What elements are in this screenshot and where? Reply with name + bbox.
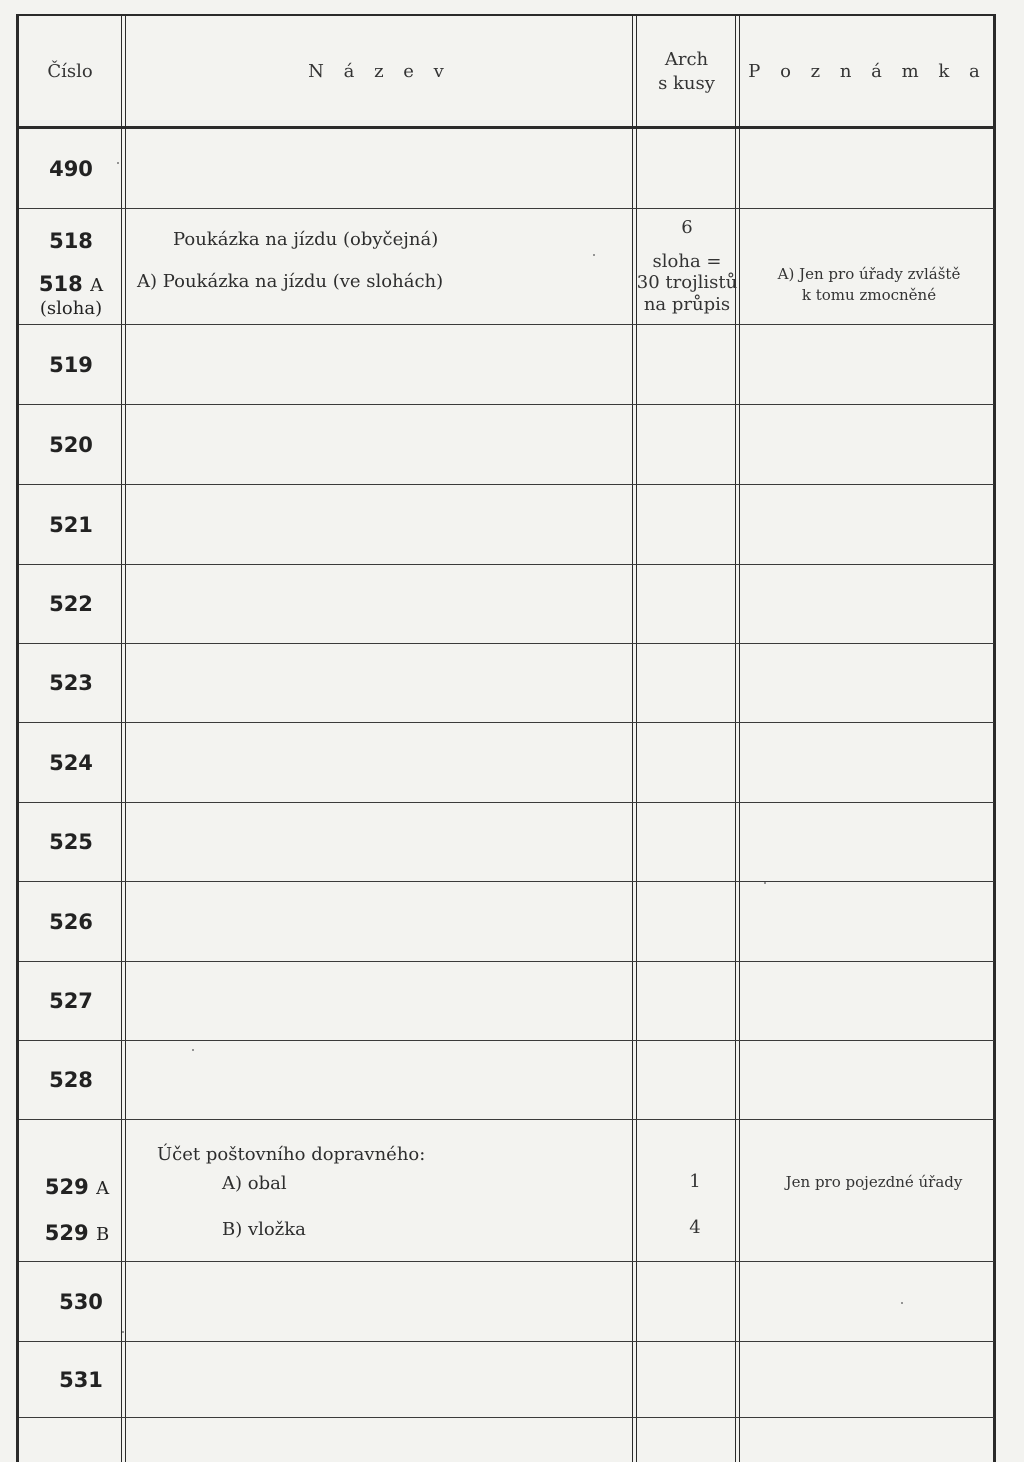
item-name-529a: A) obal [222,1173,287,1194]
table-row-524 [19,723,994,803]
item-name-529b: B) vložka [222,1219,306,1240]
header-poznamka-text: P o z n á m k a [748,60,987,82]
row-number: 531 [59,1367,103,1392]
header-nazev [127,16,632,128]
row-number: 519 [49,352,93,377]
row-number: 490 [49,156,93,181]
paper-speck [901,1302,903,1304]
paper-speck [593,254,595,256]
table-row-530 [19,1262,994,1342]
row-number-518a-digits: 518 [38,272,83,296]
row-number: 523 [49,671,93,695]
row-number-529b [25,1221,129,1245]
header-arch [638,16,735,128]
note-518a-line1: A) Jen pro úřady zvláště [777,265,961,283]
table-row-527 [19,962,994,1041]
note-518a [744,264,994,306]
header-arch-line2: s kusy [658,73,715,94]
item-title-529: Účet poštovního dopravného: [157,1144,426,1165]
table-row-526 [19,882,994,962]
row-number: 522 [49,592,93,616]
arch-518-trojlistu: 30 trojlistů [636,272,738,294]
row-number-sloha: (sloha) [39,298,103,319]
table-row-490 [19,129,994,209]
paper-speck [764,882,766,884]
table-row-528 [19,1041,994,1120]
table-row-522 [19,565,994,644]
row-number: 524 [49,750,93,775]
arch-518-sloha: sloha = [652,250,722,272]
row-number-518: 518 [49,229,93,253]
arch-518-prupis: na průpis [643,293,731,315]
row-number-529a-digits: 529 [44,1175,89,1199]
header-nazev-text: N á z e v [308,60,451,82]
table-row-520 [19,405,994,485]
paper-speck [117,162,119,164]
row-number: 528 [49,1068,93,1092]
header-cislo-text: Číslo [47,60,93,82]
note-529: Jen pro pojezdné úřady [785,1173,963,1191]
row-number: 525 [49,830,93,854]
table-row-523 [19,644,994,723]
item-name-518a: A) Poukázka na jízdu (ve slohách) [137,271,444,292]
arch-cell-518 [635,217,739,315]
row-number-529a [25,1175,129,1199]
row-number-518a-suffix: A [90,275,104,296]
row-number-529b-digits: 529 [44,1221,89,1245]
table-header [19,16,994,128]
table-row-518 [19,209,994,325]
item-name-518: Poukázka na jízdu (obyčejná) [173,229,439,250]
arch-529b: 4 [689,1217,701,1238]
row-number: 530 [59,1289,103,1314]
row-number: 526 [49,909,93,934]
row-number: 520 [49,432,93,457]
header-cislo [19,16,121,128]
row-number-529a-suffix: A [96,1178,110,1199]
table-row-531 [19,1342,994,1418]
row-number-518a [19,272,123,296]
header-poznamka [741,16,994,128]
arch-529a: 1 [689,1171,701,1192]
paper-speck [192,1049,194,1051]
table-row-525 [19,803,994,882]
paper-speck [122,1331,124,1333]
row-number-529b-suffix: B [95,1224,110,1245]
table-row-521 [19,485,994,565]
header-arch-line1: Arch [664,48,709,70]
arch-518-count: 6 [681,217,693,238]
row-number: 521 [49,512,93,537]
table-row-519 [19,325,994,405]
table-row-529 [19,1120,994,1262]
row-number: 527 [49,989,93,1013]
note-518a-line2: k tomu zmocněné [801,286,937,304]
